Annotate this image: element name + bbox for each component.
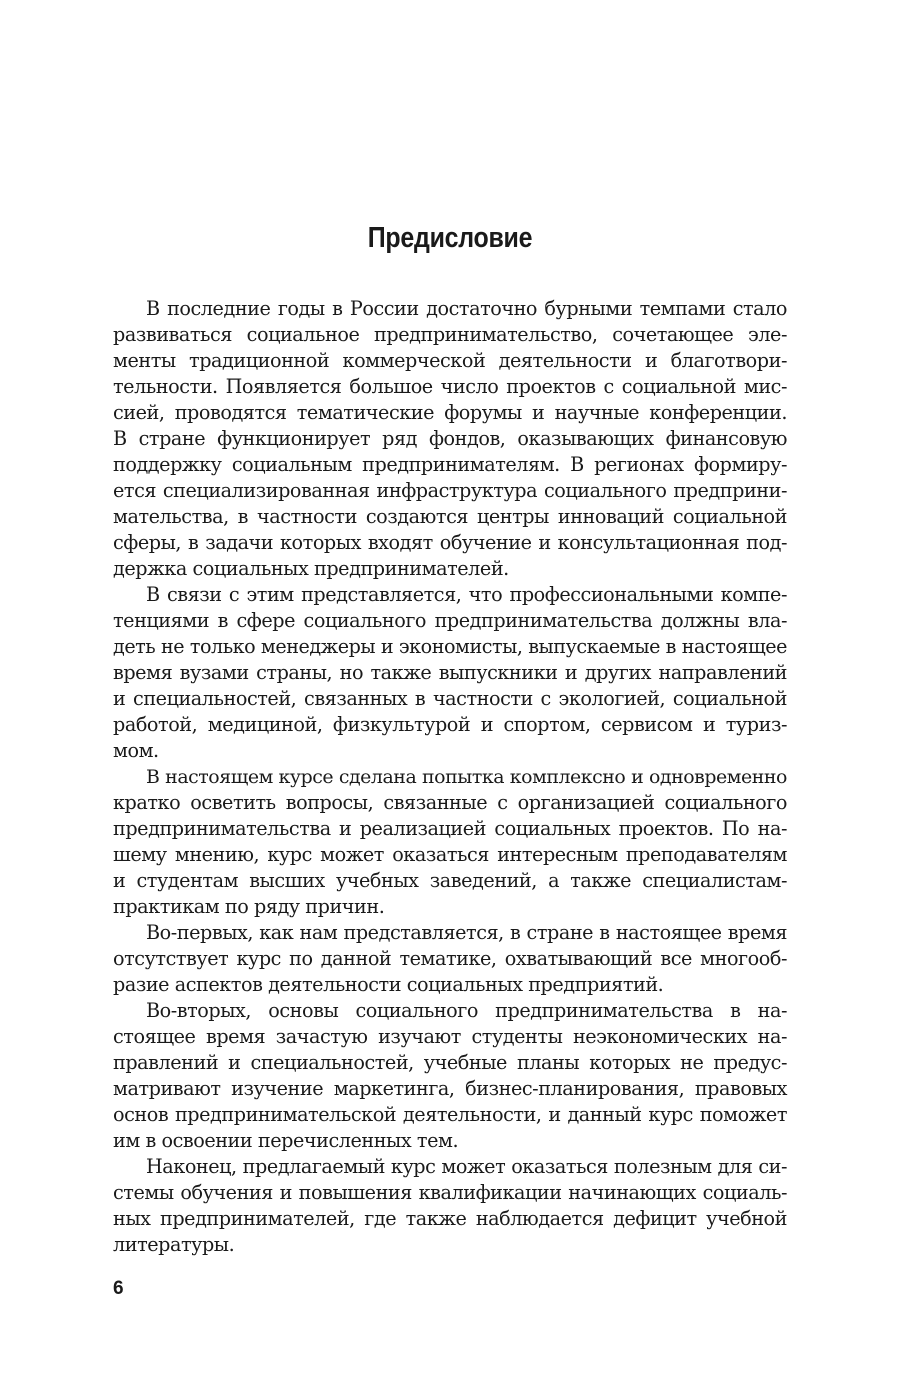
text-line: отсутствует курс по данной тематике, охватывающий все многооб- <box>113 947 787 970</box>
paragraph <box>113 998 787 1154</box>
text-line: матривают изучение маркетинга, бизнес-планирования, правовых <box>113 1077 787 1100</box>
text-line: работой, медициной, физкультурой и спортом, сервисом и туриз- <box>113 713 787 736</box>
text-line: сферы, в задачи которых входят обучение и консультационная под- <box>113 531 787 554</box>
text-line: В настоящем курсе сделана попытка комплексно и одновременно <box>146 766 787 788</box>
text-line: мательства, в частности создаются центры инноваций социальной <box>113 505 787 528</box>
paragraph <box>113 296 787 582</box>
text-line: держка социальных предпринимателей. <box>113 557 509 580</box>
text-line: тенциями в сфере социального предпринимательства должны вла- <box>113 609 787 632</box>
text-line: правлений и специальностей, учебные планы которых не предус- <box>113 1051 787 1074</box>
text-line: основ предпринимательской деятельности, и данный курс поможет <box>113 1103 787 1126</box>
text-line: Во-вторых, основы социального предпринимательства в на- <box>146 999 787 1022</box>
text-line: поддержку социальным предпринимателям. В регионах формиру- <box>113 453 787 476</box>
text-line: время вузами страны, но также выпускники и других направлений <box>113 661 787 684</box>
text-line: кратко осветить вопросы, связанные с организацией социального <box>113 791 787 814</box>
paragraph <box>113 920 787 998</box>
text-line: и студентам высших учебных заведений, а также специалистам- <box>113 869 787 892</box>
text-line: стоящее время зачастую изучают студенты неэкономических на- <box>113 1025 787 1048</box>
text-line: развиваться социальное предпринимательство, сочетающее эле- <box>113 323 787 346</box>
text-line: предпринимательства и реализацией социальных проектов. По на- <box>113 817 787 840</box>
text-line: В стране функционирует ряд фондов, оказывающих финансовую <box>113 427 787 450</box>
paragraph <box>113 1154 787 1258</box>
text-line: и специальностей, связанных в частности с экологией, социальной <box>113 687 787 710</box>
text-line: сией, проводятся тематические форумы и научные конференции. <box>113 401 787 424</box>
text-line: Наконец, предлагаемый курс может оказаться полезным для си- <box>146 1155 787 1178</box>
text-line: деть не только менеджеры и экономисты, выпускаемые в настоящее <box>113 635 787 658</box>
text-line: Во-первых, как нам представляется, в стране в настоящее время <box>146 921 787 944</box>
text-line: менты традиционной коммерческой деятельности и благотвори- <box>113 349 787 372</box>
paragraph <box>113 764 787 920</box>
paragraph <box>113 582 787 764</box>
text-line: литературы. <box>113 1233 235 1256</box>
text-line: практикам по ряду причин. <box>113 895 385 918</box>
text-line: им в освоении перечисленных тем. <box>113 1129 459 1152</box>
text-line: ется специализированная инфраструктура социального предприни- <box>113 479 787 502</box>
text-line: стемы обучения и повышения квалификации начинающих социаль- <box>113 1181 787 1204</box>
body-text <box>113 296 787 1258</box>
page-number: 6 <box>113 1278 124 1299</box>
text-line: шему мнению, курс может оказаться интересным преподавателям <box>113 843 787 866</box>
text-line: В последние годы в России достаточно бурными темпами стало <box>146 297 787 320</box>
text-line: разие аспектов деятельности социальных предприятий. <box>113 973 664 996</box>
page-title: Предисловие <box>367 222 533 254</box>
text-line: тельности. Появляется большое число проектов с социальной мис- <box>113 375 787 398</box>
text-line: В связи с этим представляется, что профессиональными компе- <box>146 583 787 606</box>
text-line: мом. <box>113 739 159 762</box>
text-line: ных предпринимателей, где также наблюдается дефицит учебной <box>113 1207 787 1230</box>
